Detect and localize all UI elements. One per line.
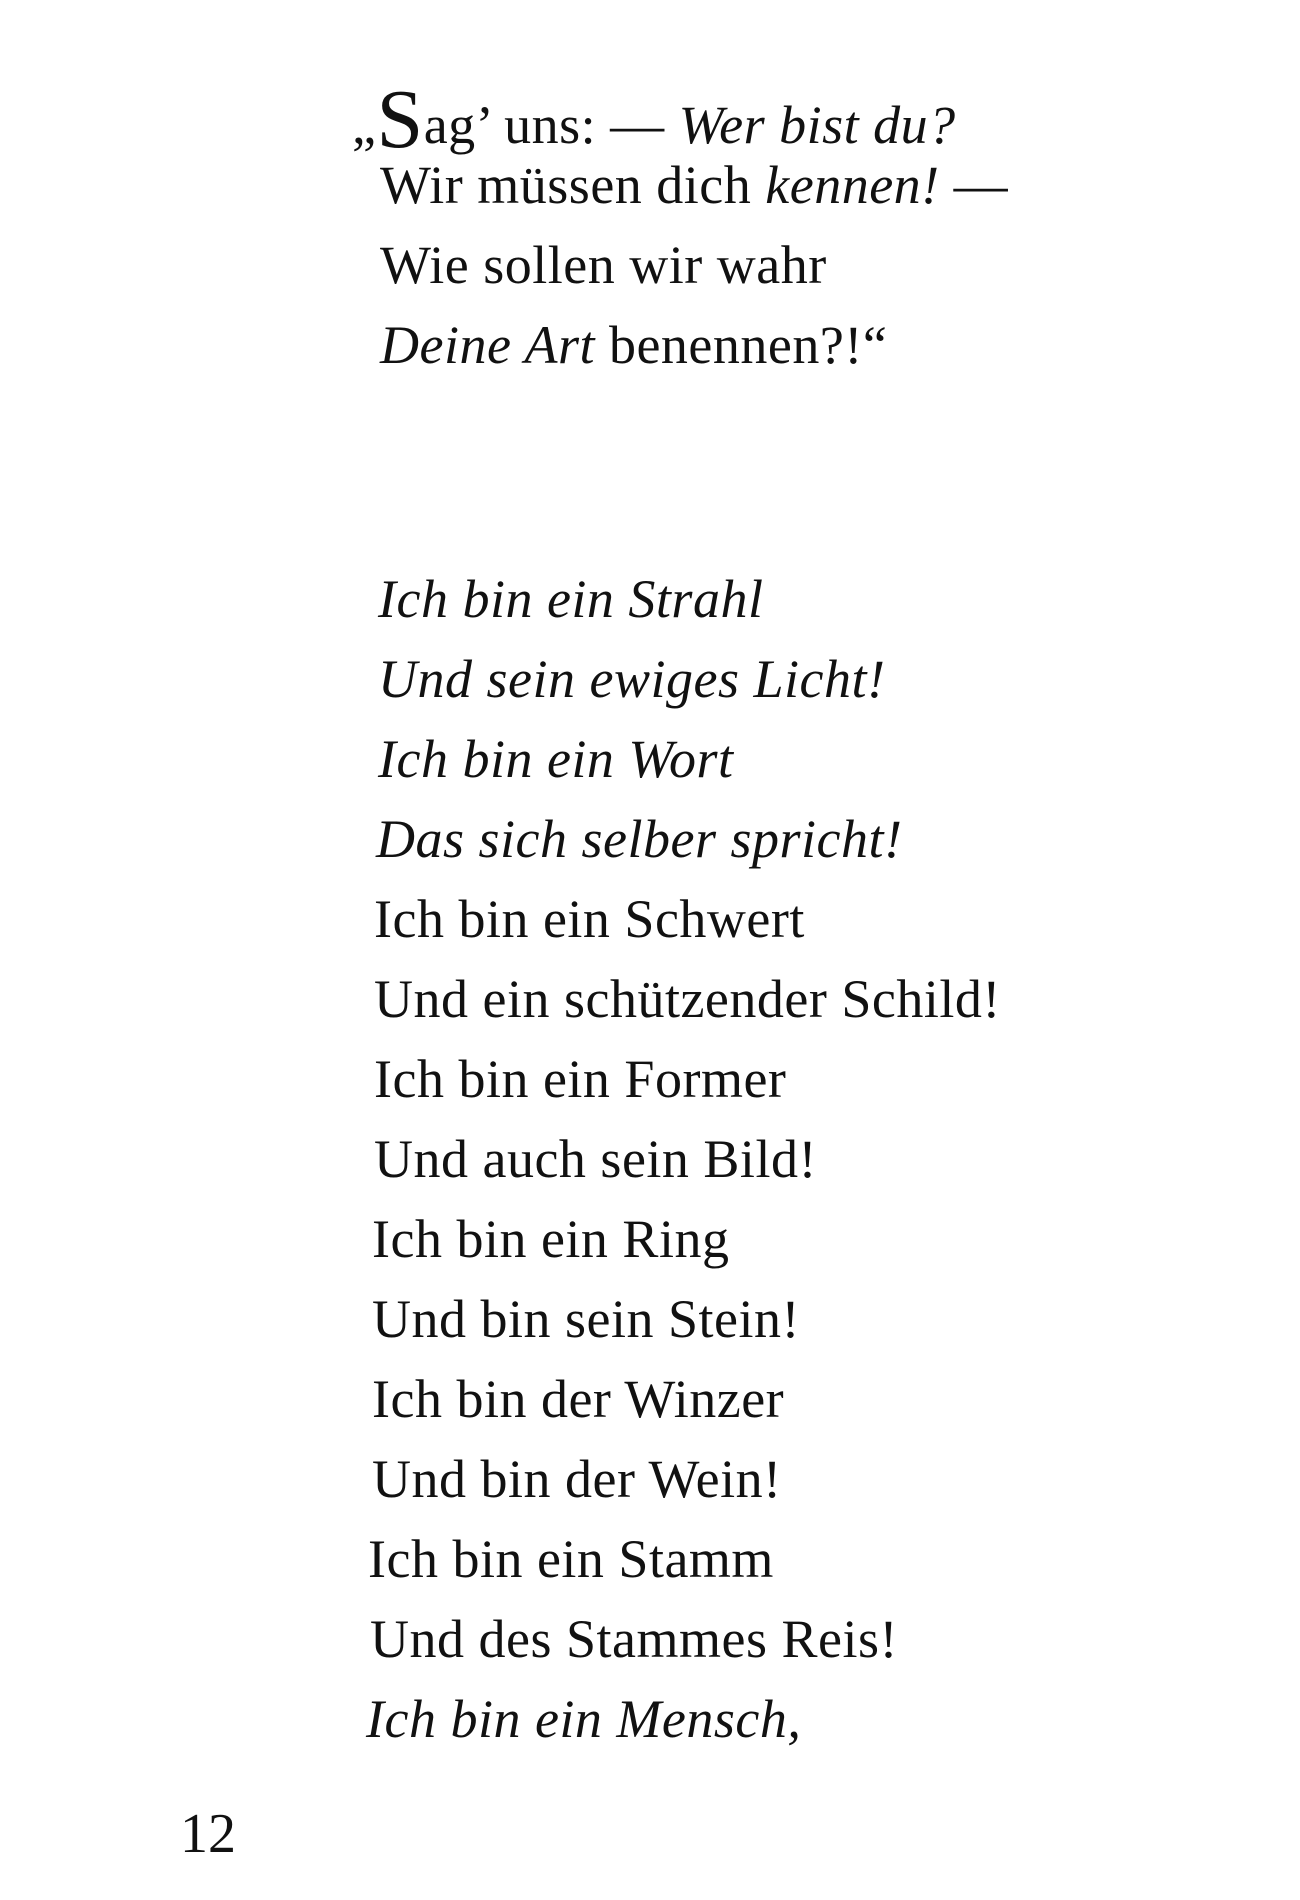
poem-line xyxy=(380,235,827,295)
poem-line: Ich bin ein Strahl xyxy=(378,569,764,629)
poem-line: Ich bin ein Mensch, xyxy=(366,1689,802,1749)
line-text: benennen?!“ xyxy=(594,315,888,375)
poem-line: Ich bin ein Stamm xyxy=(368,1529,774,1589)
line-text-italic: kennen! xyxy=(765,155,940,215)
poem-line: Ich bin ein Former xyxy=(374,1049,787,1109)
poem-line: Und des Stammes Reis! xyxy=(370,1609,898,1669)
line-text: — xyxy=(939,155,1009,215)
poem-line xyxy=(380,315,888,375)
line-text: ag’ uns: — xyxy=(423,95,679,155)
poem-line: Und ein schützender Schild! xyxy=(374,969,1001,1029)
poem-line xyxy=(352,73,956,166)
poem-line: Und bin der Wein! xyxy=(372,1449,782,1509)
poem-line xyxy=(380,155,1009,215)
poem-line: Das sich selber spricht! xyxy=(376,809,903,869)
line-text-italic: Wer bist du? xyxy=(678,95,956,155)
line-text-italic: Deine Art xyxy=(380,315,595,375)
page-number: 12 xyxy=(180,1803,236,1865)
drop-cap: S xyxy=(376,73,424,166)
poem-line: Ich bin ein Wort xyxy=(378,729,734,789)
poem-line: Ich bin ein Ring xyxy=(372,1209,730,1269)
opening-quote: „ xyxy=(352,95,377,155)
poem-line: Ich bin ein Schwert xyxy=(374,889,805,949)
poem-line: Und auch sein Bild! xyxy=(374,1129,817,1189)
line-text: Wie sollen wir wahr xyxy=(380,235,827,295)
poem-line: Und sein ewiges Licht! xyxy=(378,649,886,709)
poem-line: Und bin sein Stein! xyxy=(372,1289,800,1349)
line-text: Wir müssen dich xyxy=(380,155,766,215)
poem-line: Ich bin der Winzer xyxy=(372,1369,785,1429)
